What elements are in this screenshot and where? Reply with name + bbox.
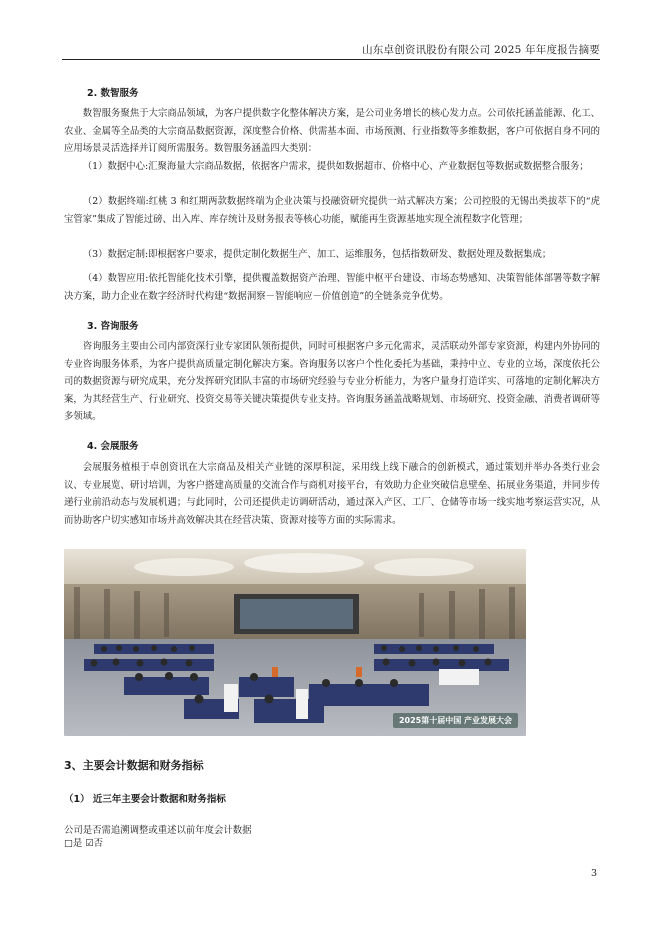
digital-services-item-2: （2）数据终端:红桃 3 和红期两款数据终端为企业决策与投融资研究提供一站式解决方案；公司控股的无锡出类拔萃下的“虎宝管家”集成了智能过磅、出入库、库存统计及财务报表等核心功能，赋能再生资源基地实现全流程数字化管理； bbox=[64, 196, 600, 225]
digital-services-item-3: （3）数据定制:即根据客户要求，提供定制化数据生产、加工、运维服务，包括指数研发、数据处理及数据集成； bbox=[82, 249, 552, 260]
restatement-question: 公司是否需追溯调整或重述以前年度会计数据 bbox=[64, 825, 252, 836]
financial-sub-title: （1） 近三年主要会计数据和财务指标 bbox=[64, 794, 226, 805]
consulting-body: 咨询服务主要由公司内部资深行业专家团队领衔提供，同时可根据客户多元化需求，灵活联动外部专家资源，构建内外协同的专业咨询服务体系，为客户提供高质量定制化解决方案。咨询服务以客户个性化委托为基础，秉持中立、专业的立场，深度依托公司的数据资源与研究成果，充分发挥研究团队丰富的市场研究经验与专业分析能力，为客户量身打造详实、可落地的定制化解决方案，为其经营生产、行业研究、投资交易等关键决策提供专业支持。咨询服务涵盖战略规划、市场研究、投资金融、消费者调研等多领域。 bbox=[64, 341, 600, 423]
financial-section-title: 3、主要会计数据和财务指标 bbox=[64, 759, 204, 772]
section-heading-consulting: 3. 咨询服务 bbox=[87, 321, 139, 332]
digital-services-item-4: （4）数智应用:依托智能化技术引擎，提供覆盖数据资产治理、智能中枢平台建设、市场态势感知、决策智能体部署等数字解决方案，助力企业在数字经济时代构建“数据洞察－智能响应－价值创造”的全链条竞争优势。 bbox=[64, 273, 600, 302]
restatement-answer: □是 ☑否 bbox=[64, 838, 103, 849]
section-heading-exhibition: 4. 会展服务 bbox=[87, 441, 139, 452]
page-number: 3 bbox=[591, 868, 598, 879]
conference-banner: 2025第十届中国 产业发展大会 bbox=[393, 713, 518, 728]
exhibition-body: 会展服务植根于卓创资讯在大宗商品及相关产业链的深厚积淀，采用线上线下融合的创新模式，通过策划并举办各类行业会议、专业展览、研讨培训，为客户搭建高质量的交流合作与商机对接平台，有效助力企业突破信息壁垒、拓展业务渠道，并同步传递行业前沿动态与发展机遇；与此同时，公司还提供走访调研活动，通过深入产区、工厂、仓储等市场一线实地考察运营实况，从而协助客户切实感知市场并高效解决其在经营决策、资源对接等方面的实际需求。 bbox=[64, 462, 600, 526]
section-heading-digital-services: 2. 数智服务 bbox=[87, 88, 139, 99]
conference-photo bbox=[64, 549, 526, 736]
page-header: 山东卓创资讯股份有限公司 2025 年年度报告摘要 bbox=[62, 42, 600, 60]
digital-services-item-1: （1）数据中心:汇聚海量大宗商品数据，依据客户需求，提供如数据超市、价格中心、产业数据包等数据或数据整合服务； bbox=[82, 161, 589, 172]
digital-services-intro: 数智服务聚焦于大宗商品领域，为客户提供数字化整体解决方案，是公司业务增长的核心发力点。公司依托涵盖能源、化工、农业、金属等全品类的大宗商品数据资源，深度整合价格、供需基本面、市场预测、行业指数等多维数据，客户可依据自身不同的应用场景灵活选择并订阅所需服务。数智服务涵盖四大类别： bbox=[64, 108, 600, 155]
